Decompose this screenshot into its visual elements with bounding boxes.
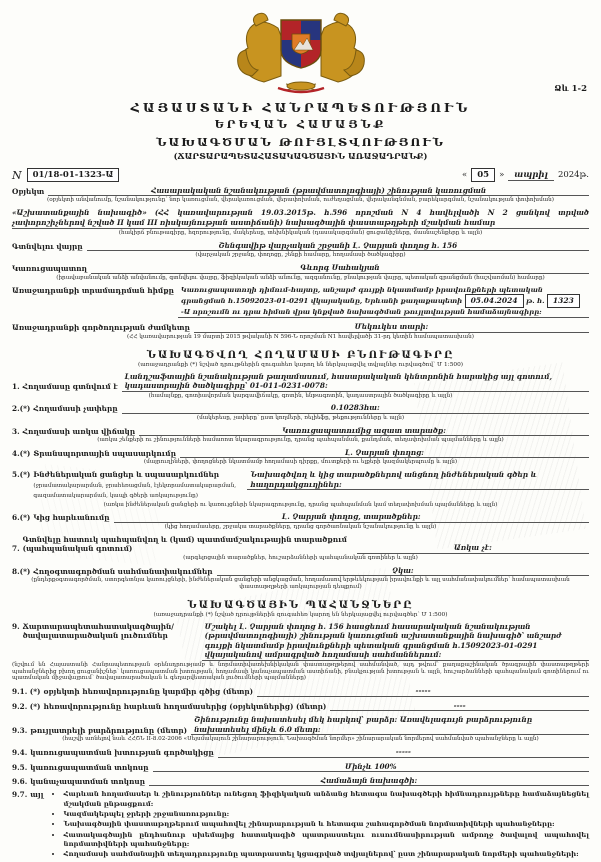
land-item-4 [12,448,589,458]
date-close-quote: » [499,170,505,180]
bullet-item: • Նախագծային փաստաթղթերում ապահովել շինարարության և հետագա շահագործման նորմատիվների պահանջները: [63,820,589,829]
item-label: թույլատրելի բարձրությունը (մետր) [30,725,188,735]
land-item-7 [12,535,589,554]
item-caption: (նշվում են Հայաստանի Հանրապետության օրենսդրությամբ և նորմատիվատեխնիկական փաստաթղթերով սահմանված, այդ թվում՝ քաղաքաշինական ծրագրային փաստաթղթերի պահանջներից բխող ցուցանիշներ՝ կառուցապատման խտության, հողամասի կանաչապատման աստիճանի, բնակչության խտության և այլն, հուշարձանների պահպանական գոտիներում ու պատմական միջավայրում՝ ծավալատարածական և գեղարվեստական լուծումների պայմանները) [12,661,589,682]
item-caption: (առկա շենքերի ու շինությունների համառոտ նկարագրությունը, դրանց պահպանման, քանդման, տեղափոխման պայմանները և այլն) [97,437,504,444]
item-label: կանաչապատման տոկոսը [30,777,145,786]
date-day-box: 05 [471,168,495,182]
item-caption: (մակերեսը, չափերը՝ ըստ կողմերի, ռելիեֆը, թեքությունները և այլն) [196,414,405,421]
basis-text-pre: Կառուցապատողի դիմում-հայտը, անշարժ գույքի նկատմամբ իրավունքների պետական գրանցման հ.15092023-01-0291 վկայականը, Երևանի քաղաքապետի [180,285,543,306]
item-number: 9.6. [12,777,28,786]
validity-value: Մեկուկես տարի: [194,322,589,332]
item-number: 9. [12,621,20,631]
item-number: 6.(*) [12,513,31,523]
section-land-title: ՆԱԽԱԳԾՎՈՂ ՀՈՂԱՄԱՍԻ ԲՆՈՒԹԱԳԻՐԸ [146,349,455,361]
item-number: 9.7. [12,790,28,800]
title-municipality: ԵՐԵՎԱՆ ՀԱՄԱՅՆՔ [214,118,387,131]
armenia-coat-of-arms-icon [226,6,376,96]
bullet-item: • Հարևան հողամասեր և շինություններ ունեցող ֆիզիկական անձանց հետագա նախագծերի հիմնադրույթները համաձայնեցնել մշակման ընթացքում: [63,790,589,809]
field-validity [12,322,589,332]
req-item-9-4 [12,747,589,757]
item-label-group [33,470,243,500]
basis-value [178,286,589,319]
bullet-item: • Հողամասի սահմանային տեղադրությունը պատրաստել կցագրված տվյալներով՝ ըստ շինարարական նորմերի պահանջների: [63,850,589,859]
basis-number-box: 1323 [547,294,580,308]
object-label: Օբյեկտ [12,187,45,196]
field-object [12,186,589,196]
req-item-9-6 [12,776,589,786]
item-value: Լանդշաֆտային նշանակության թաղամասում, հասարակական կենտրոնին հարակից այլ գոտում, կադաստրային ծածկագիրը՝ 01-011-0231-0078: [122,372,589,392]
design-paragraph: «Աշխատանքային նախագիծ» (ՀՀ կառավարության 19.03.2015թ. հ.596 որոշման N 4 հավելվածի N 2 ցանկով տրված չափորոշիչներով նշված II կամ III ռիսկայնության աստիճանի) նախագծային փաստաթղթերի մշակման համար [12,208,589,228]
item-number: 2.(*) [12,404,31,414]
item-number: 7. [12,544,20,554]
item-number: 9.2. (*) [12,701,41,711]
item-value: Կառուցապատումից ազատ տարածք: [139,426,589,436]
object-value: Հասարակական նշանակության (թրավմատոլոգիայի) շինության կառուցման [48,186,589,196]
validity-label: Առաջադրանքի գործողության ժամկետը [12,323,190,333]
item-caption: (հաշվի առնելով նաև ՀՀՇՆ II-8.02-2006 «Սեյսմակայուն շինարարություն. Նախագծման նորմեր» շինարարական նորմերով սահմանված պահանջները և այլն) [62,736,539,743]
number-date-row [12,168,589,182]
item-value: Համաձայն նախագծի: [149,776,589,786]
validity-caption: (ՀՀ կառավարության 19 մարտի 2015 թվականի N 596-Ն որոշման N1 հավելվածի 31-րդ կետին համապատասխան) [127,333,474,340]
number-label: N [12,168,22,182]
item-caption: (արգելոցային տարածքներ, հուշարձանների պահպանական գոտիներ և այլն) [183,554,418,561]
item-number: 1. [12,382,20,392]
basis-label: Առաջադրանքի տրամադրման հիմքը [12,285,174,295]
item-number: 5.(*) [12,470,31,480]
land-item-2 [12,403,589,413]
item-value: Չկա: [217,566,589,576]
developer-value: Գևորգ Սահակյան [91,263,589,273]
land-item-6 [12,512,589,522]
item-value: Նախագծվող և կից տարածքներով անցնող ինժեներական գծեր և հաղորդակցուղիներ: [247,470,589,490]
item-value: ----- [218,747,589,757]
basis-mid-text: թ. հ. [525,297,545,306]
section-requirements-title: ՆԱԽԱԳԾԱՅԻՆ ՊԱՀԱՆՋՆԵՐԸ [187,599,414,611]
item-caption: (ընդերքօգտագործման, ստորգետնյա կառույցների, ինժեներական ցանցերի անցկացման, հողամասով երթևեկության իրավունքի և այլ սահմանափակումներ՝ համապատասխան փաստաթղթերի առկայության դեպքում) [31,577,570,590]
section-land-caption: (առաջադրանքի (*) նշված դրույթներին զուգահեռ կարող են ներկայացվել տվյալներ ուրվագծով՝ Մ 1:500) [137,361,464,368]
item-label: Գտնվելը հատուկ պահպանվող և (կամ) պատմամշակութային տարածքում (պահպանական գոտում) [22,534,347,554]
title-document-subtitle: (ՃԱՐՏԱՐԱՊԵՏԱՀԱՏԱԿԱԳԾԱՅԻՆ ԱՌԱՋԱԴՐԱՆՔ) [173,151,428,161]
item-label-caption: (ջրամատակարարման, ջրահեռացման, էլեկտրամատակարարման, գազամատակարարման, կապի գծերի առկայությունը) [33,482,237,500]
item-value: Մինչև 100% [153,762,589,772]
basis-date-box: 05.04.2024 [465,294,524,308]
item-label: Հողամասի չափերը [33,404,118,414]
date-month: ապրիլ [508,170,554,181]
basis-text-post: -Ա որոշումն ու դրա հիման վրա կնքված նախագծման թույլտվության համաձայնագիրը: [180,308,542,317]
field-basis [12,286,589,319]
form-reference: Ձև 1-2 [554,84,587,94]
req-item-9-5 [12,762,589,772]
object-caption: (օբյեկտի անվանումը, նշանակությունը՝ նոր կառուցման, վերակառուցման, վերափոխման, ուժեղացման, վերականգնման, բարեկարգման, նշանակության փոփոխման) [47,197,554,204]
location-value: Շենգավիթ վարչական շրջանի Լ. Չարյան փողոց հ. 156 [87,241,589,251]
item-caption: (մայրուղիների, փողոցների նկատմամբ հողամասի դիրքը, մուտքերի ու ելքերի կազմակերպումը և այլն) [143,459,458,466]
item-number: 8.(*) [12,566,31,576]
req-item-9-7 [12,790,589,860]
document-number-box: 01/18-01-1323-Ա [27,168,120,182]
item-number: 9.3. [12,725,28,735]
land-item-5 [12,470,589,500]
item-label: Հողամասի առկա վիճակը [22,426,136,436]
item-value: ---- [330,701,589,711]
bullet-item: • Կազմակերպել ջրերի շրջանառությունը: [63,810,589,819]
req-item-9-3 [12,715,589,735]
item-value: Մշակել Լ. Չարյան փողոց հ. 156 հասցեում հասարակական նշանակության (թրավմատոլոգիայի) շինության կառուցման աշխատանքային նախագիծ՝ անշարժ գույքի նկատմամբ իրավունքների պետական գրանցման հ.15092023-01-0291 վկայականով ամրագրված հողամասի սահմաններում: [202,622,589,661]
location-label: Գտնվելու վայրը [12,241,83,251]
item-number: 9.4. [12,748,28,758]
item-label: Ճարտարապետահատակագծային/ծավալատարածական լուծումներ [22,621,174,641]
item-caption: (համայնքը, գոտիավորման կարգավիճակը, գոտին, ենթագոտին, կադաստրային ծածկագիրը և այլն) [148,392,453,399]
item-value: Լ. Չարյան փողոց, տարածքներ: [114,512,589,522]
design-caption: (հակիրճ բնութագիրը, հզորությունը, մակերեսը, տեխնիկական (դասակարգման) ցուցանիշները, մասնաշենքերը և այլն) [118,230,483,237]
item-number: 3. [12,426,20,436]
item-value: Առկա չէ: [357,543,589,553]
item-label: այլ [30,790,44,800]
land-item-1 [12,372,589,392]
item-value: Շինությունը նախատեսել մեկ հարկով՝ բարձր: Առավելագույն բարձրությունը նախատեսել մինչև 6.0 մետր: [191,715,589,735]
coat-of-arms [12,6,589,98]
req-item-9 [12,622,589,661]
section-requirements-caption: (առաջադրանքի (*) նշված դրույթներին զուգահեռ կարող են ներկայացվել ուրվագծեր՝ Մ 1:500) [153,611,448,618]
req-item-9-2 [12,701,589,711]
land-item-8 [12,566,589,576]
date-year: 2024թ. [557,170,589,180]
item-number: 9.5. [12,762,28,772]
req-item-9-1 [12,686,589,696]
date-row [462,168,589,182]
item-caption: (առկա ինժեներական ցանցերի ու կառույցների նկարագրությունը, դրանց պահպանման կամ տեղափոխման պայմանները և այլն) [103,501,498,508]
item-label: կառուցապատման խտության գործակիցը [30,748,214,758]
item-label: Հողամասը գտնվում է [22,382,118,392]
bullet-item: • Հատակագծային ընդհանուր սխեմայից հատակագիծ պատրաստելու ուսումնասիրության ամբողջ ծավալով ապահովել նորմատիվների պահանջները: [63,831,589,850]
item-label: կառուցապատման տոկոսը [30,762,149,772]
item-label: Տրանսպորտային սպասարկումը [33,449,176,458]
developer-caption: (իրավաբանական անձի անվանումը, գտնվելու վայրը, ֆիզիկական անձի անունը, ազգանունը, բնակության վայրը, պետական գրանցման (հաշվառման) համարը) [56,274,545,281]
item-label: հեռավորությունը հարևան հողամասերից (օբյեկտներից) (մետր) [43,701,327,711]
field-developer [12,263,589,273]
item-caption: (կից հողամասերը, շրջակա տարածքները, դրանց գործառնական նշանակությունը և այլն) [164,523,437,530]
title-document: ՆԱԽԱԳԾՄԱՆ ԹՈՒՅԼՏՎՈՒԹՅՈՒՆ [155,135,446,149]
item-label: Ինժեներական ցանցեր և սպասարկումներ [33,470,220,480]
other-requirements-list [47,790,589,860]
land-item-3 [12,426,589,436]
location-caption: (վարչական շրջանը, փողոցը, շենքի համարը, հողամասի ծածկագիրը) [195,252,406,259]
date-open-quote: « [462,170,468,180]
item-label: Կից հարևանումը [33,513,110,523]
title-country: ՀԱՅԱՍՏԱՆԻ ՀԱՆՐԱՊԵՏՈՒԹՅՈՒՆ [130,100,471,115]
item-label: Հողօգտագործման սահմանափակումներ [33,566,213,576]
item-value: Լ. Չարյան փողոց: [180,448,589,458]
item-number: 9.1. (*) [12,687,41,697]
developer-label: Կառուցապատող [12,264,87,274]
item-value: ----- [257,686,589,696]
item-label: օբյեկտի հեռավորությունը կարմիր գծից (մետր) [43,687,254,697]
item-number: 4.(*) [12,449,31,458]
item-value: 0.10283հա: [122,403,589,413]
field-location [12,241,589,251]
